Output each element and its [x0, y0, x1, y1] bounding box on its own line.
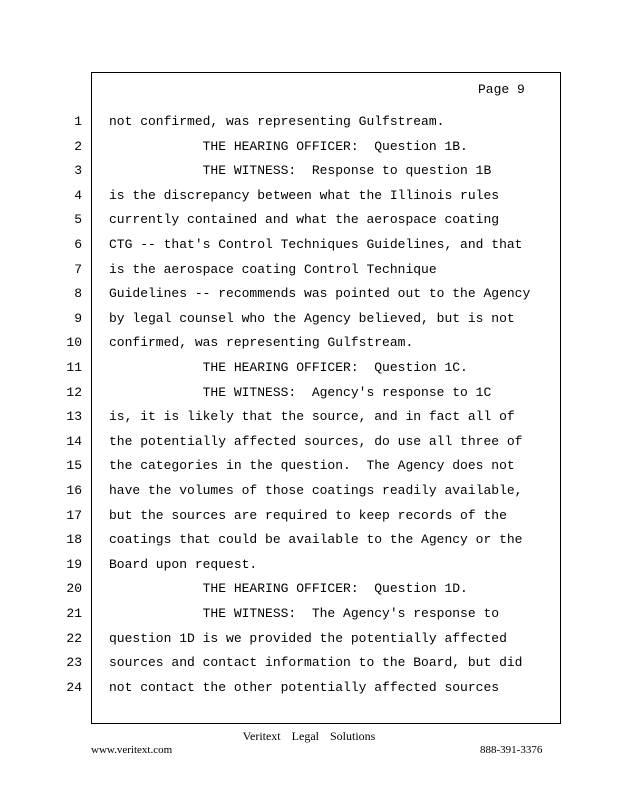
line-number: 11	[66, 360, 82, 375]
footer-brand	[0, 729, 618, 744]
line-number: 3	[74, 163, 82, 179]
page-number: Page 9	[478, 82, 525, 97]
line-number: 24	[66, 679, 82, 695]
footer-brand-word: Veritext	[242, 729, 281, 743]
line-number: 16	[66, 483, 82, 498]
line-text: coatings that could be available to the Agency or the	[109, 532, 523, 548]
footer-website: www.veritext.com	[91, 744, 173, 756]
line-number: 13	[66, 409, 82, 425]
line-text: confirmed, was representing Gulfstream.	[109, 335, 414, 351]
line-text: CTG -- that's Control Techniques Guidelines, and that	[109, 237, 523, 252]
line-number: 22	[66, 630, 82, 646]
line-number: 17	[66, 507, 82, 523]
line-text: currently contained and what the aerospace coating	[109, 212, 500, 228]
line-number: 18	[66, 532, 82, 548]
line-text: by legal counsel who the Agency believed, but is not	[109, 310, 515, 326]
footer-brand-word: Solutions	[329, 729, 376, 743]
line-text: THE HEARING OFFICER: Question 1D.	[109, 581, 468, 597]
line-text: Board upon request.	[109, 556, 258, 572]
line-number: 9	[74, 310, 82, 326]
line-text: not confirmed, was representing Gulfstream.	[109, 114, 445, 129]
line-number: 19	[66, 556, 82, 572]
line-number: 10	[66, 335, 82, 351]
footer-phone: 888-391-3376	[480, 744, 543, 756]
line-text: but the sources are required to keep records of the	[109, 507, 507, 523]
line-number: 5	[74, 212, 82, 228]
line-text: not contact the other potentially affected sources	[109, 679, 500, 695]
line-text: the categories in the question. The Agency does not	[109, 458, 515, 474]
line-number: 7	[74, 261, 82, 277]
line-text: Guidelines -- recommends was pointed out to the Agency	[109, 286, 531, 302]
line-number: 4	[74, 187, 82, 203]
line-text: THE WITNESS: The Agency's response to	[109, 606, 500, 621]
line-number: 23	[66, 655, 82, 671]
line-number: 14	[66, 433, 82, 449]
line-text: is, it is likely that the source, and in fact all of	[109, 409, 515, 425]
line-number: 8	[74, 286, 82, 302]
line-number: 1	[74, 114, 82, 129]
line-text: is the discrepancy between what the Illinois rules	[109, 187, 500, 203]
line-number: 6	[74, 237, 82, 252]
line-text: sources and contact information to the Board, but did	[109, 655, 523, 671]
line-text: THE HEARING OFFICER: Question 1C.	[109, 360, 468, 375]
footer-brand-word: Legal	[291, 729, 319, 743]
line-number: 15	[66, 458, 82, 474]
line-number: 2	[74, 138, 82, 154]
line-text: is the aerospace coating Control Technique	[109, 261, 437, 277]
line-number: 21	[66, 606, 82, 621]
line-number: 20	[66, 581, 82, 597]
line-text: THE HEARING OFFICER: Question 1B.	[109, 138, 468, 154]
line-number: 12	[66, 384, 82, 400]
line-text: question 1D is we provided the potentially affected	[109, 630, 507, 646]
line-text: have the volumes of those coatings readily available,	[109, 483, 523, 498]
line-text: the potentially affected sources, do use all three of	[109, 433, 523, 449]
line-text: THE WITNESS: Response to question 1B	[109, 163, 492, 179]
line-text: THE WITNESS: Agency's response to 1C	[109, 384, 492, 400]
